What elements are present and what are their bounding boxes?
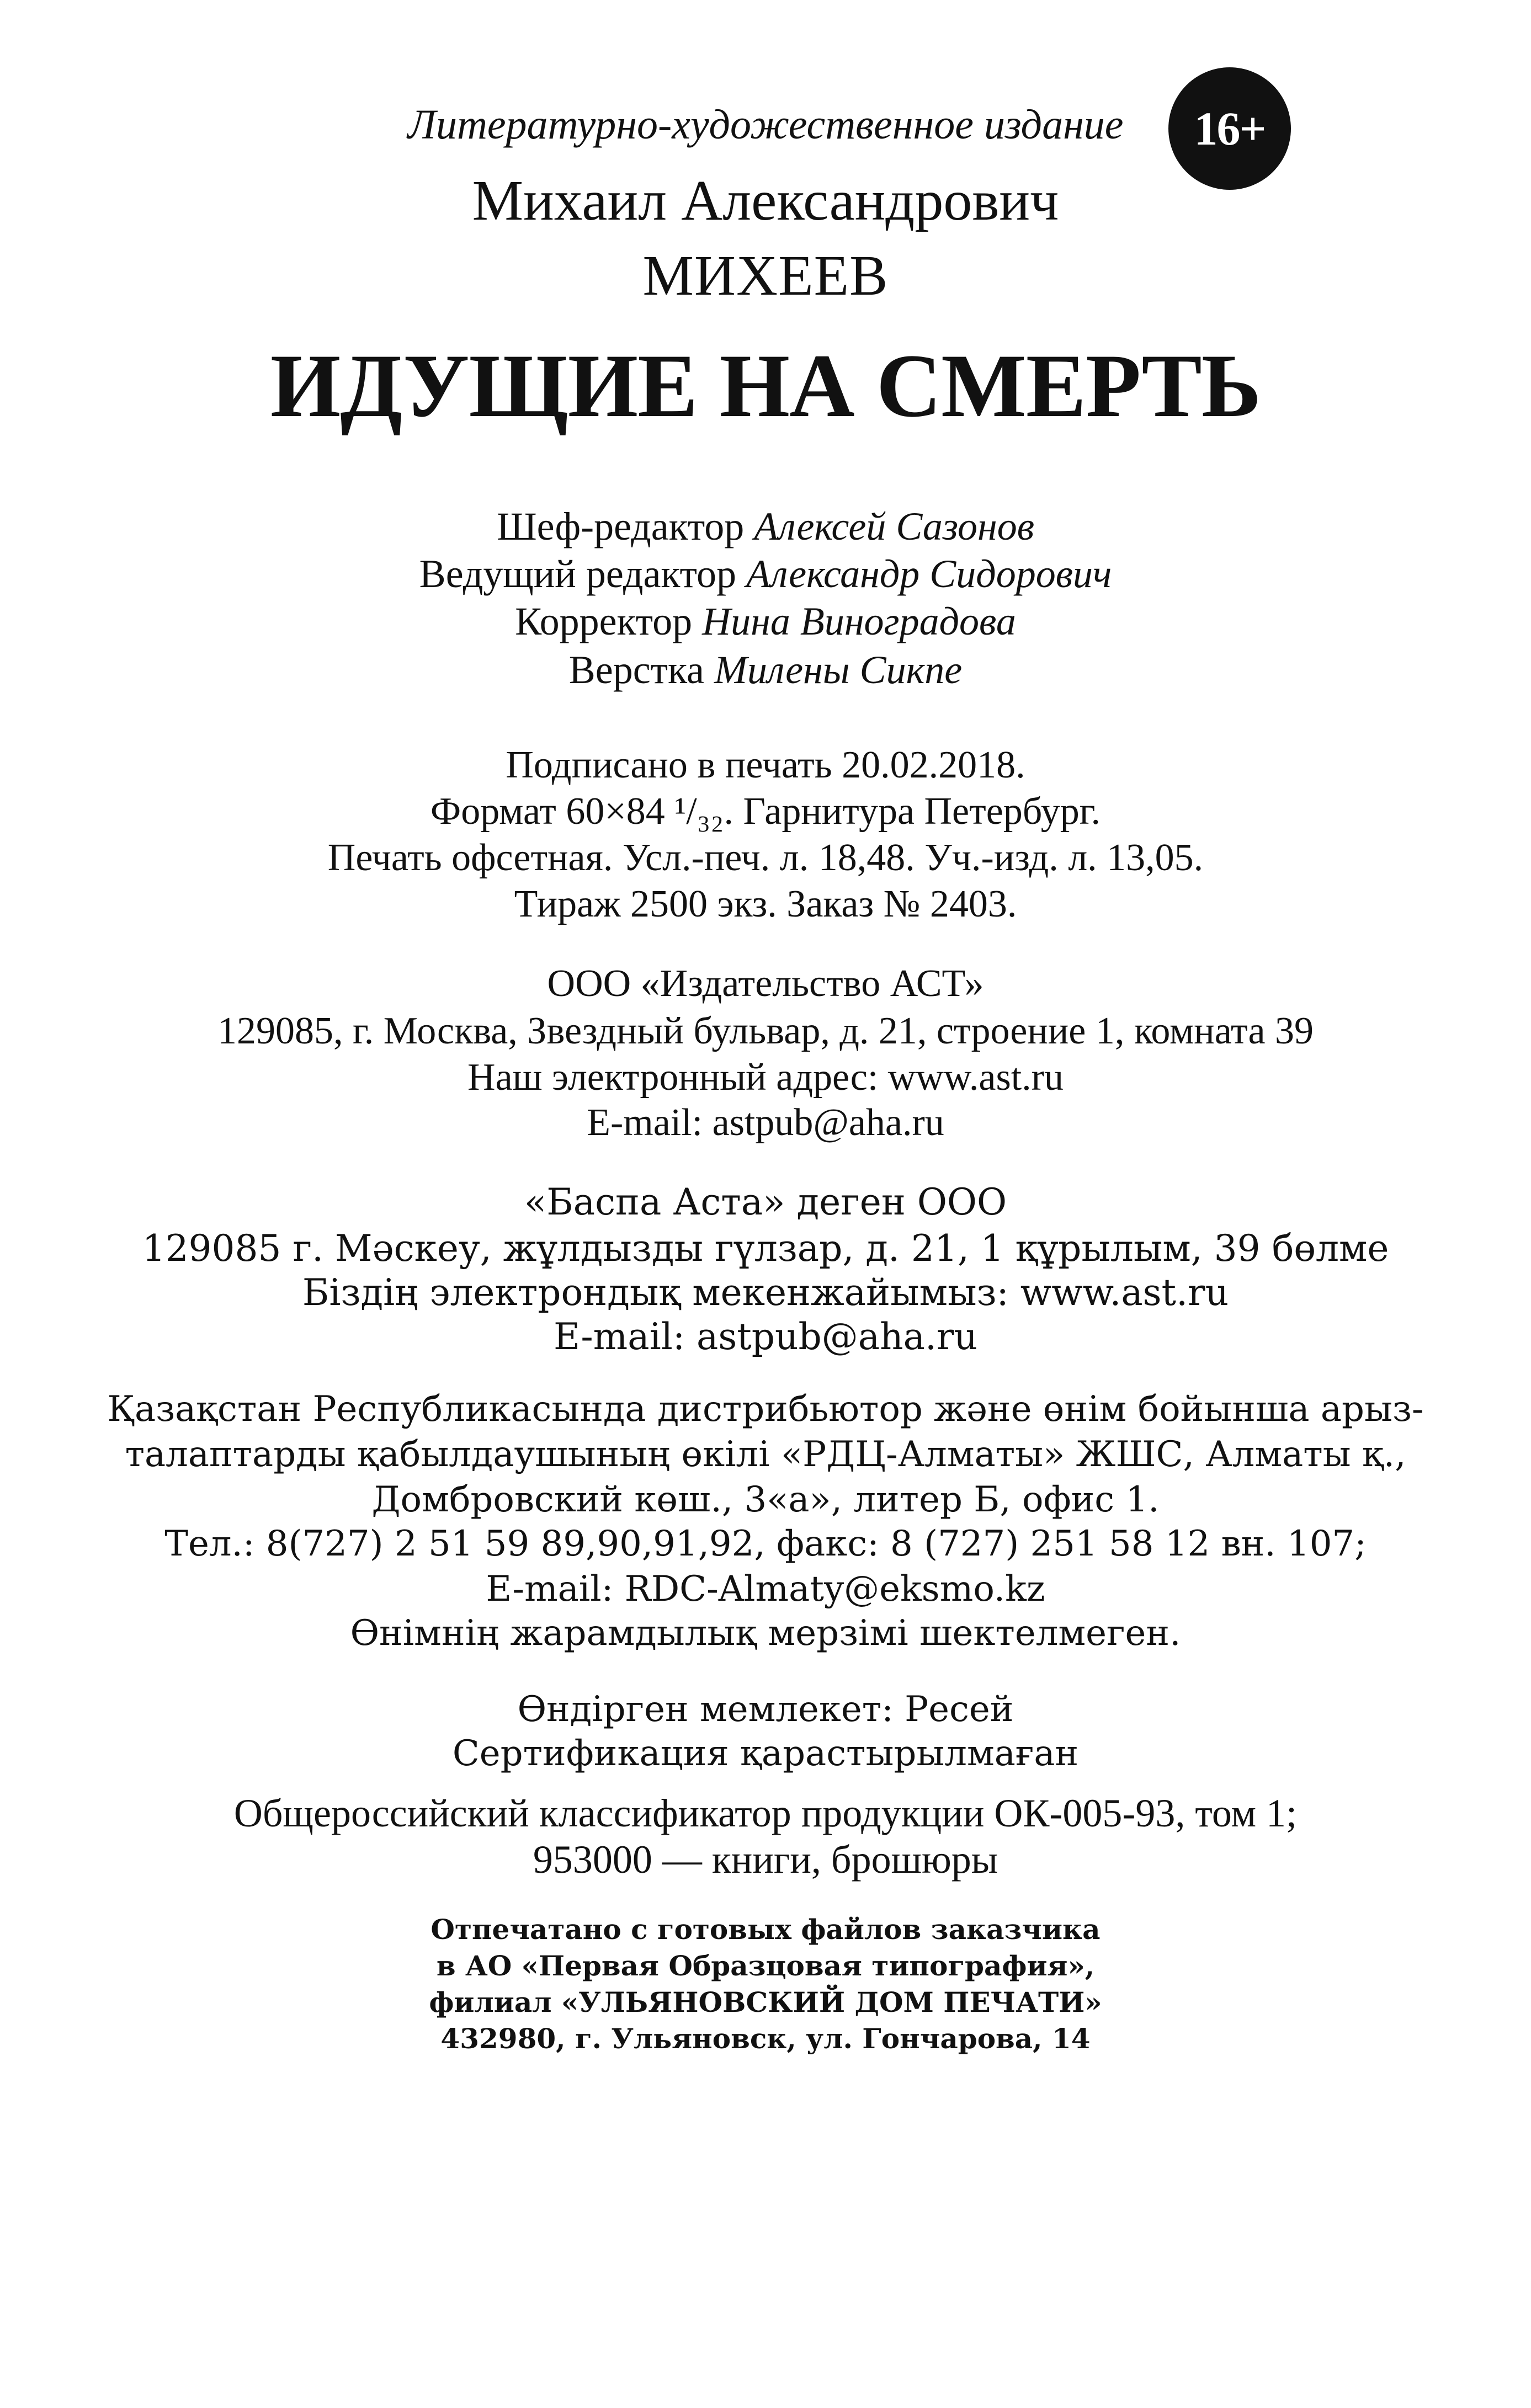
print-sheets: Печать офсетная. Усл.-печ. л. 18,48. Уч.-изд. л. 13,05.	[327, 837, 1204, 879]
distributor-line: Қазақстан Республикасында дистрибьютор және өнім бойынша арыз-	[107, 1389, 1424, 1430]
certification-note: Сертификация қарастырылмаған	[452, 1733, 1079, 1774]
classifier-line: Общероссийский классификатор продукции ОК-005-93, том 1;	[233, 1791, 1298, 1835]
classifier-code: 953000 — книги, брошюры	[533, 1837, 998, 1882]
print-run: Тираж 2500 экз. Заказ № 2403.	[514, 883, 1017, 925]
publisher-kz-name: «Баспа Аста» деген ООО	[524, 1181, 1007, 1223]
shelf-life-note: Өнімнің жарамдылық мерзімі шектелмеген.	[350, 1613, 1181, 1654]
credit-line	[0, 554, 1531, 594]
age-rating-badge: 16+	[1168, 67, 1291, 190]
credit-line	[0, 504, 1531, 548]
credit-role: Корректор	[515, 599, 693, 643]
publisher-email: E-mail: astpub@aha.ru	[587, 1101, 944, 1144]
edition-type: Литературно-художественное издание	[407, 102, 1124, 148]
publisher-kz-email: E-mail: astpub@aha.ru	[553, 1315, 978, 1358]
publisher-website: Наш электронный адрес: www.ast.ru	[467, 1056, 1064, 1099]
print-format: Формат 60×84 ¹/₃₂. Гарнитура Петербург.	[430, 790, 1101, 833]
distributor-line: Домбровский көш., 3«а», литер Б, офис 1.	[371, 1479, 1160, 1520]
distributor-phone: Тел.: 8(727) 2 51 59 89,90,91,92, факс: 8 (727) 251 58 12 вн. 107;	[164, 1523, 1367, 1564]
credit-role: Верстка	[568, 648, 704, 692]
print-signed-date: Подписано в печать 20.02.2018.	[506, 744, 1025, 786]
credit-line	[0, 601, 1531, 641]
credit-name: Милены Сикпе	[714, 648, 963, 692]
publisher-kz-website: Біздің электрондық мекенжайымыз: www.ast.ru	[302, 1271, 1229, 1314]
credit-role: Шеф-редактор	[497, 504, 745, 548]
author-last-name: МИХЕЕВ	[642, 244, 889, 307]
printer-line: филиал «УЛЬЯНОВСКИЙ ДОМ ПЕЧАТИ»	[429, 1986, 1102, 2018]
credit-line	[0, 650, 1531, 690]
publisher-name: ООО «Издательство АСТ»	[547, 962, 984, 1005]
credit-name: Александр Сидорович	[746, 552, 1112, 596]
credit-name: Нина Виноградова	[702, 599, 1016, 643]
distributor-line: талаптарды қабылдаушының өкілі «РДЦ-Алматы» ЖШС, Алматы қ.,	[125, 1434, 1406, 1475]
credit-name: Алексей Сазонов	[754, 504, 1034, 548]
author-first-names: Михаил Александрович	[472, 169, 1059, 232]
country-of-origin: Өндірген мемлекет: Ресей	[517, 1689, 1014, 1730]
publisher-address: 129085, г. Москва, Звездный бульвар, д. 21, строение 1, комната 39	[217, 1010, 1314, 1052]
publisher-kz-address: 129085 г. Мәскеу, жұлдызды гүлзар, д. 21, 1 құрылым, 39 бөлме	[142, 1227, 1389, 1270]
credit-role: Ведущий редактор	[419, 552, 736, 596]
printer-line: Отпечатано с готовых файлов заказчика	[430, 1913, 1101, 1946]
printer-line: в АО «Первая Образцовая типография»,	[436, 1949, 1095, 1982]
book-title: ИДУЩИЕ НА СМЕРТЬ	[270, 336, 1261, 436]
printer-address: 432980, г. Ульяновск, ул. Гончарова, 14	[440, 2022, 1091, 2055]
distributor-email: E-mail: RDC-Almaty@eksmo.kz	[486, 1569, 1045, 1610]
